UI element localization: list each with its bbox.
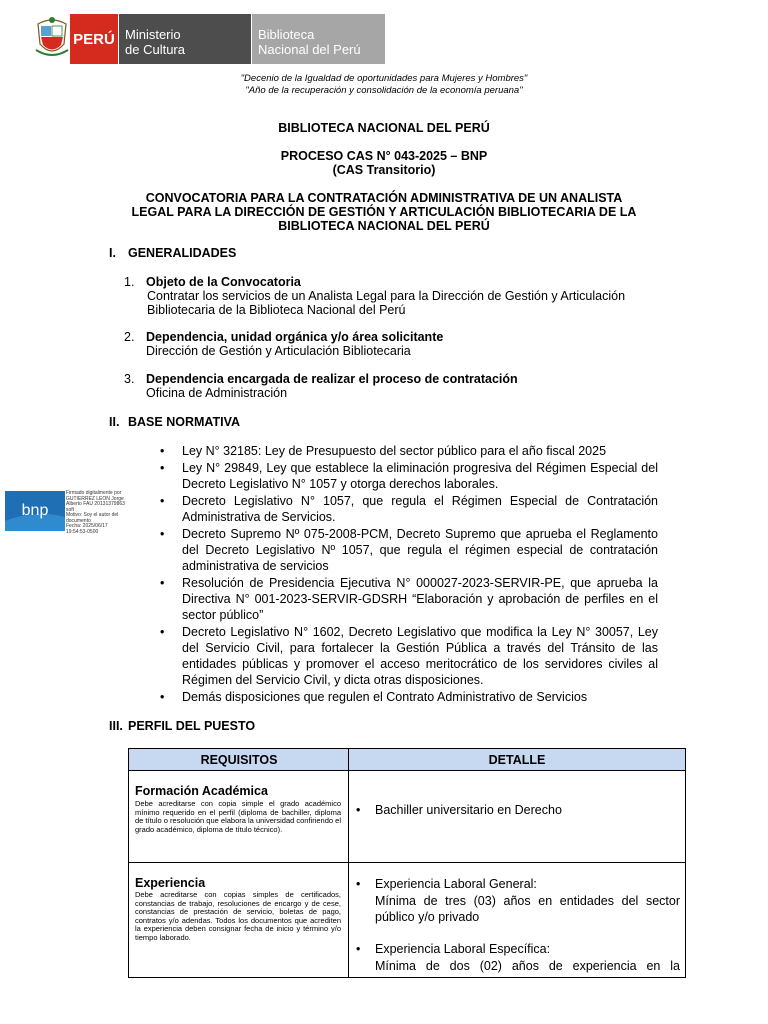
- row-divider: [129, 862, 685, 863]
- section-generalidades-heading: [109, 246, 236, 260]
- list-item: • Ley N° 29849, Ley que establece la eliminación progresiva del Régimen Especial del Decreto Legislativo N° 1057 y otorga derechos laborales.: [160, 460, 658, 492]
- item-number: 2.: [124, 330, 135, 344]
- call-title-line2: LEGAL PARA LA DIRECCIÓN DE GESTIÓN Y ARTICULACIÓN BIBLIOTECARIA DE LA: [131, 205, 637, 219]
- ministry-line2: de Cultura: [125, 42, 185, 57]
- row-experiencia-title: Experiencia: [135, 876, 206, 890]
- item-title-dependencia: Dependencia, unidad orgánica y/o área solicitante: [146, 330, 444, 344]
- detail-general-text: Mínima de tres (03) años en entidades del sector público y/o privado: [375, 894, 680, 924]
- list-item: • Resolución de Presidencia Ejecutiva N° 000027-2023-SERVIR-PE, que aprueba la Directiva N° 001-2023-SERVIR-GDSRH “Elaboración y aprobación de perfiles en el sector público”: [160, 575, 658, 623]
- list-item: • Demás disposiciones que regulen el Contrato Administrativo de Servicios: [160, 689, 658, 705]
- stamp-line: Alberto FAU 20131379863: [66, 501, 125, 507]
- header-detalle: DETALLE: [349, 749, 685, 771]
- section-base-normativa-heading: [109, 415, 240, 429]
- process-title: PROCESO CAS N° 043-2025 – BNP: [280, 149, 488, 163]
- stamp-line: Fecha: 2025/06/17: [66, 523, 108, 529]
- section-title: GENERALIDADES: [128, 246, 237, 260]
- header-requisitos: REQUISITOS: [129, 749, 349, 771]
- section-number: I.: [109, 246, 116, 260]
- item-body-encargada: Oficina de Administración: [146, 386, 288, 400]
- list-item: • Decreto Legislativo N° 1057, que regula el Régimen Especial de Contratación Administrativa de Servicios.: [160, 493, 658, 525]
- decade-line2: "Año de la recuperación y consolidación de la economía peruana": [245, 85, 523, 96]
- section-perfil-heading: [109, 719, 255, 733]
- row-formacion-title: Formación Académica: [135, 784, 268, 798]
- list-item: • Experiencia Laboral Específica:: [356, 941, 680, 957]
- item-title-objeto: Objeto de la Convocatoria: [146, 275, 301, 289]
- peru-logo-block: PERÚ: [70, 14, 118, 64]
- perfil-table: [128, 748, 686, 978]
- section-number: III.: [109, 719, 123, 733]
- item-body-dependencia: Dirección de Gestión y Articulación Bibliotecaria: [146, 344, 411, 358]
- list-item: • Decreto Legislativo N° 1602, Decreto Legislativo que modifica la Ley N° 30057, Ley del Servicio Civil, para fortalecer la Gestión Pública a través del Tránsito de las entidades públicas y promover el acceso meritocrático de los servidores civiles al Régimen del Servicio Civil, y dicta otras disposiciones.: [160, 624, 658, 688]
- column-divider: [348, 749, 349, 977]
- digital-signature-logo: [5, 491, 65, 531]
- section-number: II.: [109, 415, 120, 429]
- list-item: • Experiencia Laboral General:: [356, 876, 680, 892]
- call-title-line3: BIBLIOTECA NACIONAL DEL PERÚ: [278, 219, 490, 233]
- institution-title: BIBLIOTECA NACIONAL DEL PERÚ: [278, 121, 490, 135]
- stamp-line: Motivo: Soy el autor del: [66, 512, 119, 518]
- stamp-line: documento: [66, 517, 91, 524]
- item-number: 1.: [124, 275, 135, 289]
- decade-line1: "Decenio de la Igualdad de oportunidades para Mujeres y Hombres": [240, 73, 528, 84]
- ministry-line1: Ministerio: [125, 27, 181, 42]
- process-type: (CAS Transitorio): [332, 163, 436, 177]
- detail-specific-text: Mínima de dos (02) años de experiencia en la: [375, 959, 680, 973]
- row-experiencia-detail: [356, 876, 680, 974]
- row-formacion-description: Debe acreditarse con copia simple el grado académico mínimo requerido en el perfil (diploma de bachiller, diploma de título o resolución que elabora la universidad confiriendo el grado académico, diploma de título técnico).: [135, 799, 341, 834]
- spacer: [356, 925, 680, 941]
- library-line1: Biblioteca: [258, 27, 315, 42]
- stamp-line: 19:54:53-0500: [66, 528, 99, 535]
- list-item: • Decreto Supremo Nº 075-2008-PCM, Decreto Supremo que aprueba el Reglamento del Decreto Legislativo Nº 1057, que regula el régimen especial de contratación administrativa de servicios: [160, 526, 658, 574]
- item-body-line: Bibliotecaria de la Biblioteca Nacional del Perú: [147, 303, 406, 317]
- ministry-logo-block: [119, 14, 251, 64]
- digital-signature-text: [66, 491, 130, 535]
- list-item: • Bachiller universitario en Derecho: [356, 802, 680, 818]
- library-line2: Nacional del Perú: [258, 42, 361, 57]
- item-body-objeto: [147, 289, 667, 317]
- row-formacion-detail: [356, 802, 680, 819]
- stamp-line: Firmado digitalmente por: [66, 490, 122, 496]
- list-item: • Ley N° 32185: Ley de Presupuesto del sector público para el año fiscal 2025: [160, 443, 658, 459]
- stamp-line: GUTIERREZ LEON Jorge: [66, 495, 124, 502]
- call-title-line1: CONVOCATORIA PARA LA CONTRATACIÓN ADMINISTRATIVA DE UN ANALISTA: [145, 191, 623, 205]
- section-title: BASE NORMATIVA: [128, 415, 241, 429]
- stamp-logo-text: bnp: [21, 502, 49, 519]
- base-normativa-list: [160, 443, 658, 706]
- section-title: PERFIL DEL PUESTO: [128, 719, 256, 733]
- item-body-line: Contratar los servicios de un Analista Legal para la Dirección de Gestión y Articulación: [147, 289, 626, 303]
- decade-mottos: [0, 73, 768, 97]
- item-number: 3.: [124, 372, 135, 386]
- stamp-line: soft: [66, 506, 75, 513]
- library-logo-block: [252, 14, 385, 64]
- item-title-encargada: Dependencia encargada de realizar el proceso de contratación: [146, 372, 518, 386]
- row-experiencia-description: Debe acreditarse con copias simples de certificados, constancias de trabajo, resoluciones de encargo y de cese, constancias de prestación de servicio, boletas de pago, contratos y/o adendas. Todos los documentos que acrediten la experiencia deben consignar fecha de inicio y término y/o tiempo laborado.: [135, 890, 341, 942]
- peru-coat-of-arms-icon: [34, 14, 70, 62]
